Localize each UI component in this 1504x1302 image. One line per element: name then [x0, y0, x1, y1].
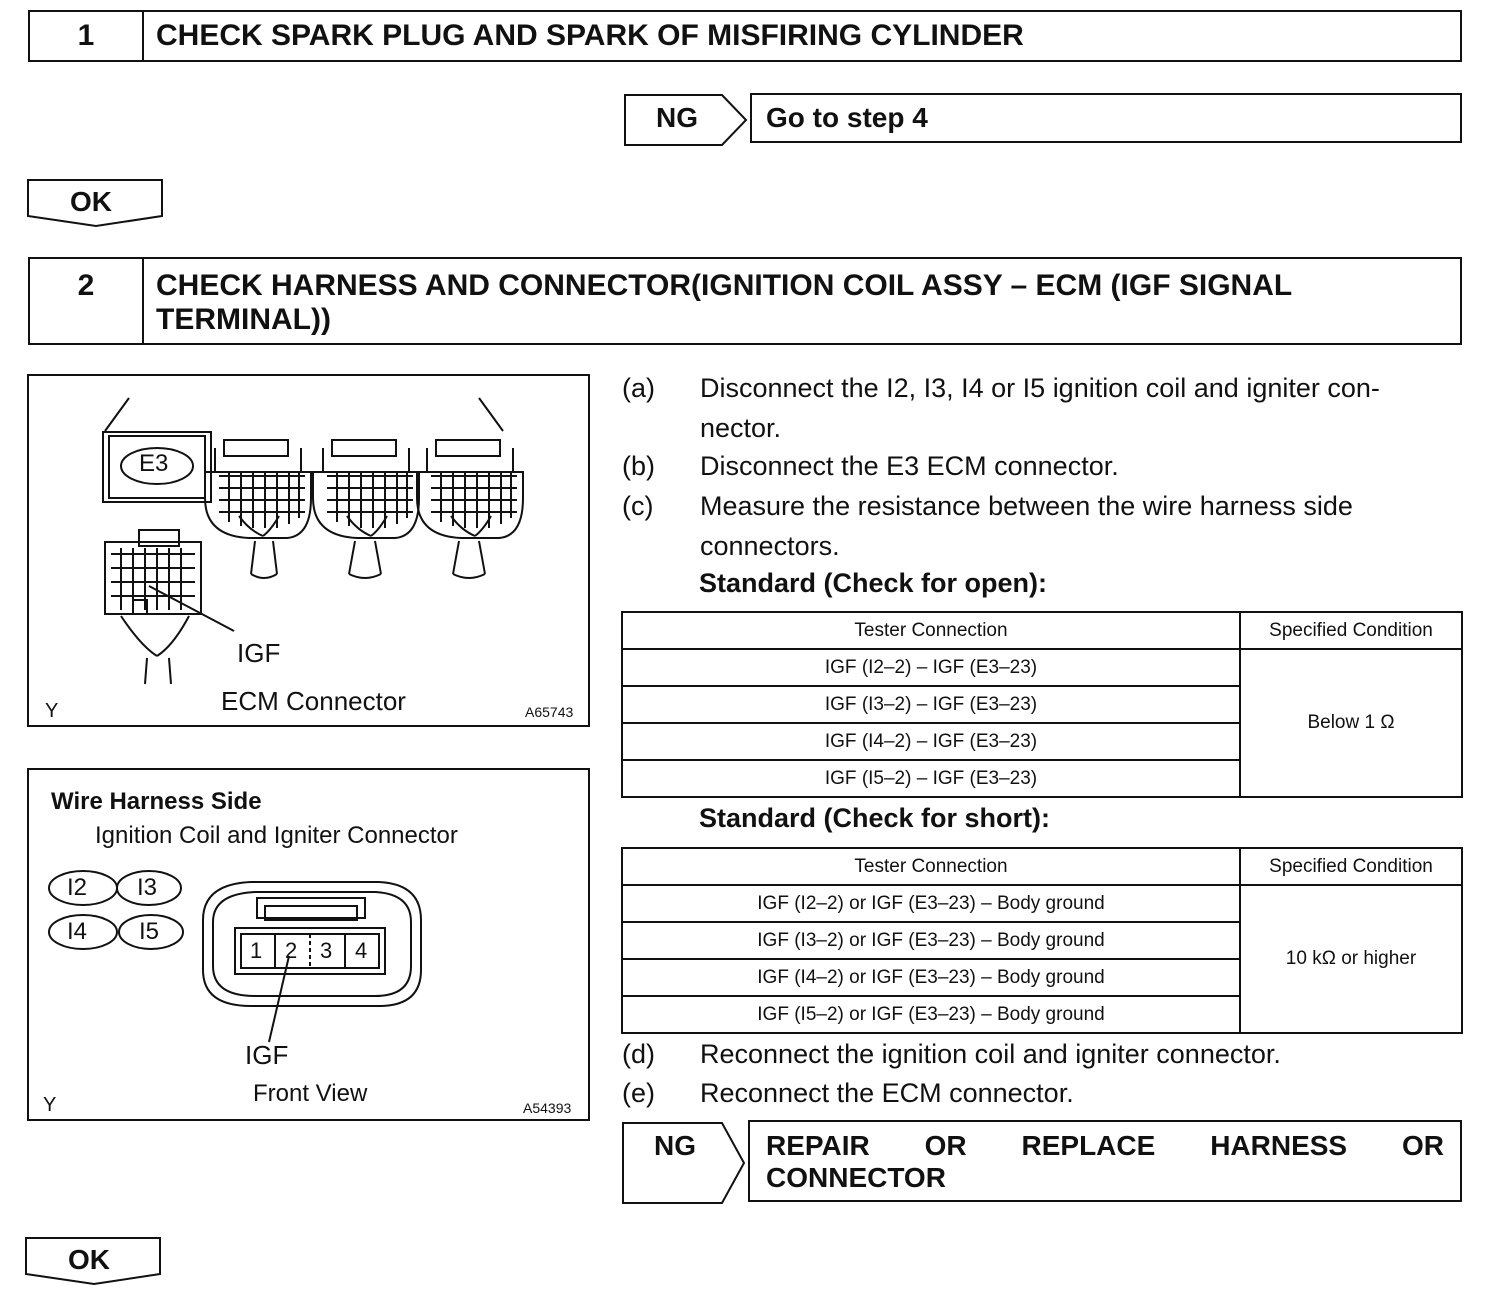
pin-4: 4	[355, 938, 368, 963]
short-check-table	[621, 847, 1463, 1034]
igf-pin-label: IGF	[237, 638, 281, 668]
step-2-header	[28, 257, 1462, 345]
ok-label: OK	[70, 186, 112, 217]
ecm-connector-illustration	[29, 376, 588, 725]
ng-action-line-1: REPAIR OR REPLACE HARNESS OR	[766, 1130, 1444, 1161]
pin-3: 3	[320, 938, 333, 963]
table-cell: IGF (I2–2) or IGF (E3–23) – Body ground	[622, 885, 1240, 922]
instruction-label: (a)	[622, 373, 655, 403]
open-check-table	[621, 611, 1463, 798]
tag-i2: I2	[67, 874, 88, 901]
table-cell: IGF (I2–2) – IGF (E3–23)	[622, 649, 1240, 686]
instruction-d	[622, 1034, 1462, 1074]
step-title: CHECK SPARK PLUG AND SPARK OF MISFIRING CYLINDER	[156, 19, 1024, 52]
instruction-a	[622, 368, 1462, 448]
ng-label: NG	[654, 1130, 696, 1161]
instruction-b	[622, 446, 1462, 486]
short-standard-heading: Standard (Check for short):	[699, 803, 1051, 833]
table-cell: IGF (I4–2) or IGF (E3–23) – Body ground	[622, 959, 1240, 996]
wire-harness-figure	[27, 768, 590, 1121]
ng-action-box	[748, 1120, 1462, 1202]
column-header: Tester Connection	[622, 848, 1240, 885]
igf-pin-label: IGF	[245, 1040, 289, 1070]
instruction-e	[622, 1073, 1462, 1113]
condition-cell: Below 1 Ω	[1240, 649, 1462, 797]
ng-action-box	[750, 93, 1462, 143]
figure-caption: Front View	[253, 1080, 368, 1107]
instruction-label: (d)	[622, 1039, 655, 1069]
table-cell: IGF (I5–2) or IGF (E3–23) – Body ground	[622, 996, 1240, 1033]
step-1-header	[28, 10, 1462, 62]
table-cell: IGF (I3–2) or IGF (E3–23) – Body ground	[622, 922, 1240, 959]
tag-i4: I4	[67, 918, 88, 945]
step-number: 1	[30, 12, 144, 60]
instruction-label: (c)	[622, 491, 654, 521]
coil-connector-illustration	[29, 770, 588, 1119]
column-header: Specified Condition	[1240, 848, 1462, 885]
tag-i5: I5	[139, 918, 160, 945]
instruction-text: Reconnect the ECM connector.	[700, 1078, 1074, 1108]
table-cell: IGF (I3–2) – IGF (E3–23)	[622, 686, 1240, 723]
table-cell: IGF (I4–2) – IGF (E3–23)	[622, 723, 1240, 760]
step-title-line-2: TERMINAL))	[156, 303, 331, 336]
pin-1: 1	[250, 938, 263, 963]
instruction-c	[622, 486, 1462, 566]
figure-corner-letter: Y	[43, 1094, 57, 1116]
instruction-label: (b)	[622, 451, 655, 481]
instruction-text: Disconnect the E3 ECM connector.	[700, 451, 1119, 481]
table-cell: IGF (I5–2) – IGF (E3–23)	[622, 760, 1240, 797]
figure-subheading: Ignition Coil and Igniter Connector	[95, 822, 458, 849]
instruction-text: Measure the resistance between the wire harness side connectors.	[700, 491, 1353, 561]
column-header: Specified Condition	[1240, 612, 1462, 649]
figure-code: A54393	[523, 1100, 572, 1116]
column-header: Tester Connection	[622, 612, 1240, 649]
figure-caption: ECM Connector	[221, 686, 406, 716]
figure-corner-letter: Y	[45, 700, 59, 722]
instruction-label: (e)	[622, 1078, 655, 1108]
pin-2: 2	[285, 938, 298, 963]
ng-action-text: Go to step 4	[766, 102, 928, 133]
instruction-text: Reconnect the ignition coil and igniter connector.	[700, 1039, 1281, 1069]
step-title-line-1: CHECK HARNESS AND CONNECTOR(IGNITION COIL ASSY – ECM (IGF SIGNAL	[156, 269, 1293, 302]
ecm-connector-figure	[27, 374, 590, 727]
step-number: 2	[30, 259, 144, 343]
step-title	[144, 259, 1460, 343]
open-standard-heading: Standard (Check for open):	[699, 568, 1048, 598]
ng-action-line-2: CONNECTOR	[766, 1162, 946, 1193]
ok-label: OK	[68, 1244, 110, 1275]
condition-cell: 10 kΩ or higher	[1240, 885, 1462, 1033]
figure-heading: Wire Harness Side	[51, 788, 262, 815]
ng-label: NG	[656, 102, 698, 133]
instruction-text: Disconnect the I2, I3, I4 or I5 ignition coil and igniter con- nector.	[700, 373, 1380, 443]
connector-tag-e3: E3	[139, 450, 169, 477]
figure-code: A65743	[525, 704, 574, 720]
tag-i3: I3	[137, 874, 158, 901]
